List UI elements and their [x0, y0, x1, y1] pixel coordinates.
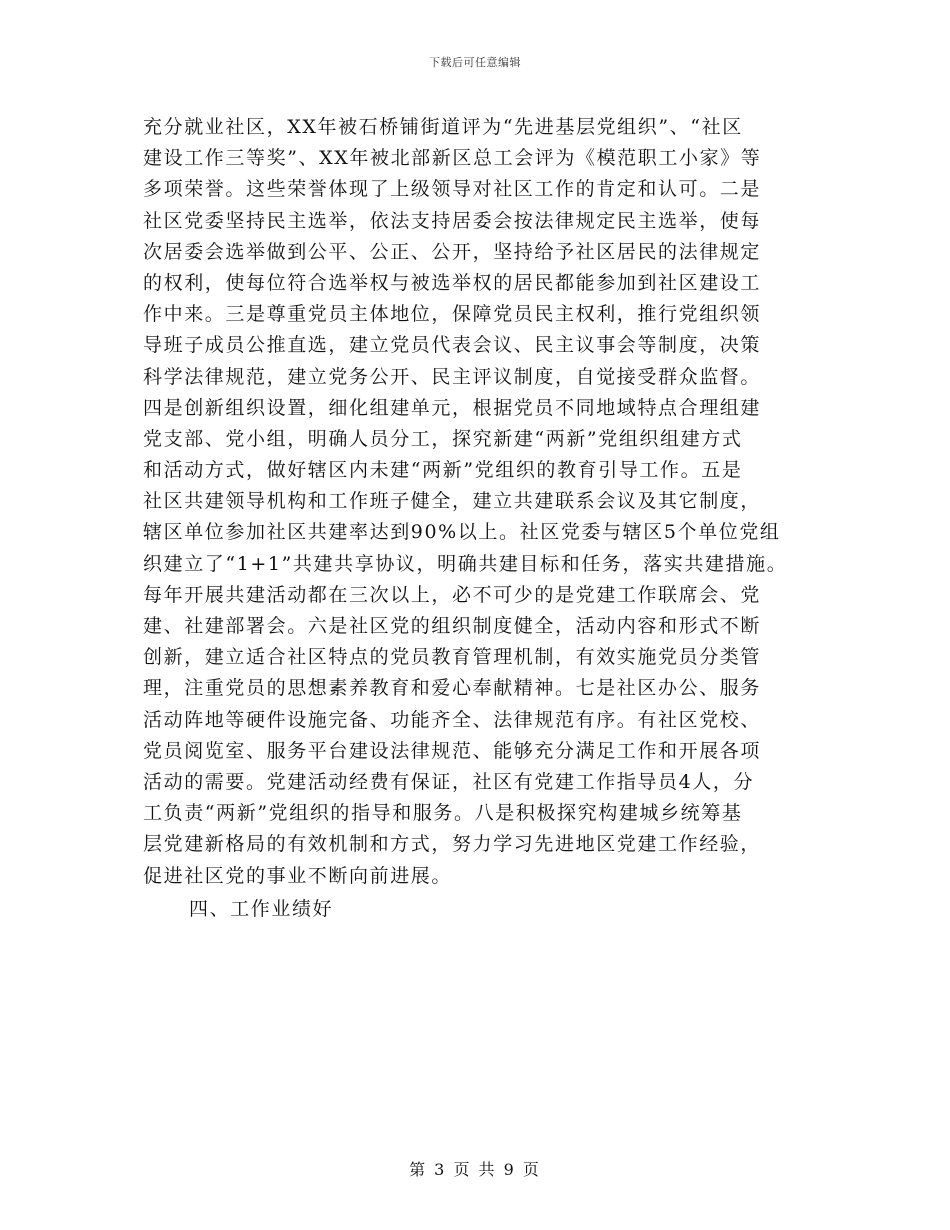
page-footer: 第 3 页 共 9 页: [409, 1160, 541, 1179]
text-line: 辖区单位参加社区共建率达到90%以上。社区党委与辖区5个单位党组: [143, 521, 781, 544]
text-line: 建、社建部署会。六是社区党的组织制度健全，活动内容和形式不断: [143, 615, 762, 637]
text-line: 多项荣誉。这些荣誉体现了上级领导对社区工作的肯定和认可。二是: [143, 178, 762, 201]
text-line: 活动阵地等硬件设施完备、功能齐全、法律规范有序。有社区党校、: [143, 708, 762, 731]
section-heading: 四、工作业绩好: [189, 897, 334, 920]
text-line: 社区党委坚持民主选举，依法支持居委会按法律规定民主选举，使每: [143, 209, 762, 232]
text-line: 创新，建立适合社区特点的党员教育管理机制，有效实施党员分类管: [143, 646, 762, 669]
text-line: 导班子成员公推直选，建立党员代表会议、民主议事会等制度，决策: [143, 334, 762, 357]
text-line: 充分就业社区，XX年被石桥铺街道评为“先进基层党组织”、“社区: [143, 116, 743, 138]
text-line: 次居委会选举做到公平、公正、公开，坚持给予社区居民的法律规定: [143, 240, 762, 263]
text-line: 层党建新格局的有效机制和方式，努力学习先进地区党建工作经验，: [143, 833, 762, 856]
text-line: 作中来。三是尊重党员主体地位，保障党员民主权利，推行党组织领: [143, 303, 762, 326]
text-line: 理，注重党员的思想素养教育和爱心奉献精神。七是社区办公、服务: [143, 677, 762, 700]
text-line: 的权利，使每位符合选举权与被选举权的居民都能参加到社区建设工: [143, 271, 762, 294]
body-text: [143, 112, 863, 925]
page-header: 下载后可任意编辑: [429, 56, 521, 69]
text-line: 每年开展共建活动都在三次以上，必不可少的是党建工作联席会、党: [143, 583, 762, 606]
text-line: 工负责“两新”党组织的指导和服务。八是积极探究构建城乡统筹基: [143, 802, 743, 825]
text-line: 科学法律规范，建立党务公开、民主评议制度，自觉接受群众监督。: [143, 365, 762, 388]
text-line: 社区共建领导机构和工作班子健全，建立共建联系会议及其它制度，: [143, 490, 762, 513]
text-line: 党支部、党小组，明确人员分工，探究新建“两新”党组织组建方式: [143, 427, 743, 450]
text-line: 活动的需要。党建活动经费有保证，社区有党建工作指导员4人，分: [143, 770, 755, 793]
text-line: 织建立了“1+1”共建共享协议，明确共建目标和任务，落实共建措施。: [143, 552, 788, 575]
text-line: 党员阅览室、服务平台建设法律规范、能够充分满足工作和开展各项: [143, 739, 762, 762]
text-line: 建设工作三等奖”、XX年被北部新区总工会评为《模范职工小家》等: [143, 147, 762, 170]
text-line: 促进社区党的事业不断向前进展。: [143, 864, 453, 887]
text-line: 四是创新组织设置，细化组建单元，根据党员不同地域特点合理组建: [143, 396, 762, 419]
text-line: 和活动方式，做好辖区内未建“两新”党组织的教育引导工作。五是: [143, 459, 743, 482]
